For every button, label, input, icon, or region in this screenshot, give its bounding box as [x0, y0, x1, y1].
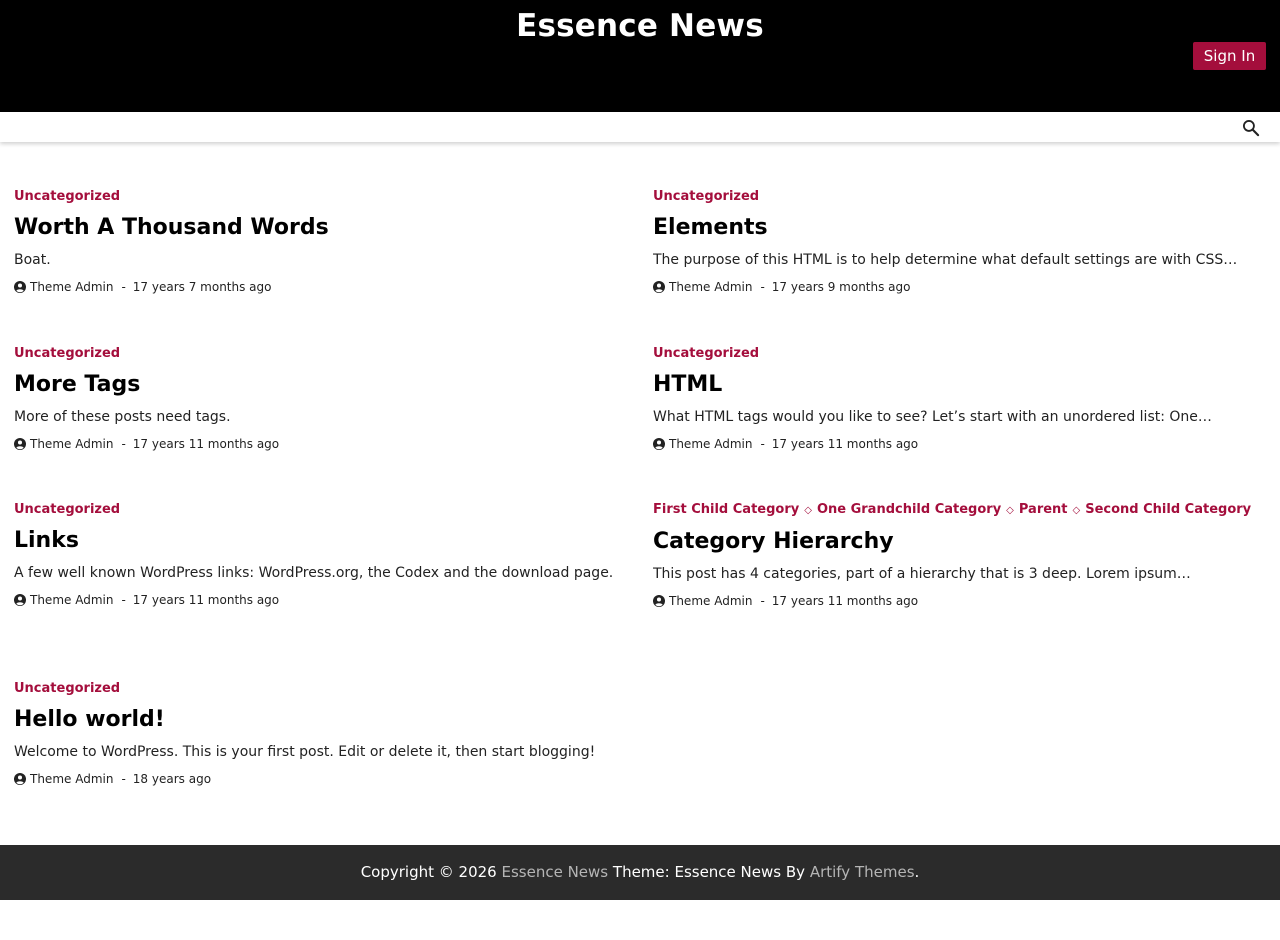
post-meta	[653, 436, 1268, 452]
meta-separator: -	[121, 437, 126, 451]
post-title[interactable]: Hello world!	[14, 707, 165, 732]
post-card	[14, 345, 629, 452]
category-link[interactable]: Second Child Category	[1085, 502, 1252, 517]
post-meta	[14, 279, 629, 295]
post-excerpt: A few well known WordPress links: WordPress.org, the Codex and the download page.	[14, 565, 614, 581]
category-link[interactable]: Uncategorized	[14, 681, 121, 696]
footer-site-link[interactable]: Essence News	[501, 863, 609, 881]
post-card	[14, 680, 629, 787]
category-link[interactable]: Uncategorized	[653, 346, 760, 361]
user-circle-icon	[653, 438, 665, 450]
post-title[interactable]: Elements	[653, 215, 768, 240]
user-circle-icon	[14, 773, 26, 785]
author-name[interactable]: Theme Admin	[30, 437, 114, 451]
post-categories	[14, 680, 629, 698]
post-author[interactable]	[14, 279, 113, 295]
post-date[interactable]: 17 years 11 months ago	[132, 437, 280, 451]
post-title[interactable]: HTML	[653, 372, 723, 397]
post-date[interactable]: 17 years 7 months ago	[132, 280, 272, 294]
post-card	[14, 188, 629, 295]
meta-separator: -	[121, 280, 126, 294]
post-categories	[14, 501, 629, 519]
post-meta	[653, 593, 1268, 609]
post-categories	[653, 188, 1268, 206]
category-link[interactable]: First Child Category	[653, 502, 800, 517]
site-title[interactable]: Essence News	[516, 8, 764, 44]
post-categories	[14, 188, 629, 206]
footer-period: .	[914, 863, 920, 881]
user-circle-icon	[653, 281, 665, 293]
post-date[interactable]: 17 years 11 months ago	[771, 437, 919, 451]
category-separator-icon: ◇	[1072, 505, 1081, 516]
main-navigation	[0, 112, 1280, 142]
site-footer	[0, 845, 1280, 900]
sign-in-button[interactable]: Sign In	[1193, 42, 1266, 70]
post-categories	[653, 501, 1268, 520]
meta-separator: -	[121, 772, 126, 786]
post-date[interactable]: 18 years ago	[132, 772, 212, 786]
post-meta	[14, 592, 629, 608]
post-excerpt: More of these posts need tags.	[14, 409, 231, 425]
category-separator-icon: ◇	[1006, 505, 1014, 516]
post-title[interactable]: Worth A Thousand Words	[14, 215, 329, 240]
footer-theme-text: Theme: Essence News By	[612, 863, 806, 881]
author-name[interactable]: Theme Admin	[30, 280, 114, 294]
post-title[interactable]: Links	[14, 528, 79, 553]
author-name[interactable]: Theme Admin	[669, 594, 753, 608]
post-author[interactable]	[14, 436, 113, 452]
meta-separator: -	[760, 594, 765, 608]
author-name[interactable]: Theme Admin	[30, 593, 114, 607]
author-name[interactable]: Theme Admin	[669, 280, 753, 294]
post-card	[653, 188, 1268, 295]
footer-author-link[interactable]: Artify Themes	[809, 863, 915, 881]
user-circle-icon	[14, 594, 26, 606]
post-card	[653, 501, 1268, 609]
post-meta	[653, 279, 1268, 295]
post-title[interactable]: Category Hierarchy	[653, 529, 894, 554]
category-link[interactable]: Uncategorized	[14, 189, 121, 204]
user-circle-icon	[14, 438, 26, 450]
post-excerpt: This post has 4 categories, part of a hierarchy that is 3 deep. Lorem ipsum…	[653, 566, 1191, 582]
meta-separator: -	[121, 593, 126, 607]
post-meta	[14, 436, 629, 452]
category-link[interactable]: Uncategorized	[14, 346, 121, 361]
category-link[interactable]: One Grandchild Category	[816, 502, 1002, 517]
category-link[interactable]: Uncategorized	[653, 189, 760, 204]
post-author[interactable]	[653, 593, 752, 609]
post-categories	[14, 345, 629, 363]
user-circle-icon	[14, 281, 26, 293]
category-link[interactable]: Uncategorized	[14, 502, 121, 517]
category-link[interactable]: Parent	[1018, 502, 1068, 517]
meta-separator: -	[760, 280, 765, 294]
post-author[interactable]	[14, 592, 113, 608]
post-date[interactable]: 17 years 9 months ago	[771, 280, 911, 294]
post-author[interactable]	[653, 436, 752, 452]
copyright-text: Copyright © 2026	[360, 863, 497, 881]
post-author[interactable]	[14, 771, 113, 787]
post-date[interactable]: 17 years 11 months ago	[132, 593, 280, 607]
post-excerpt: Boat.	[14, 252, 51, 268]
post-excerpt: Welcome to WordPress. This is your first post. Edit or delete it, then start blogging!	[14, 744, 596, 760]
post-meta	[14, 771, 629, 787]
post-card	[14, 501, 629, 608]
site-header	[0, 0, 1280, 112]
post-author[interactable]	[653, 279, 752, 295]
author-name[interactable]: Theme Admin	[669, 437, 753, 451]
meta-separator: -	[760, 437, 765, 451]
post-excerpt: What HTML tags would you like to see? Let’s start with an unordered list: One…	[653, 409, 1212, 425]
user-circle-icon	[653, 595, 665, 607]
search-icon[interactable]	[1241, 118, 1261, 138]
post-card	[653, 345, 1268, 452]
post-excerpt: The purpose of this HTML is to help determine what default settings are with CSS…	[653, 252, 1238, 268]
post-categories	[653, 345, 1268, 363]
post-date[interactable]: 17 years 11 months ago	[771, 594, 919, 608]
category-separator-icon: ◇	[804, 505, 812, 516]
author-name[interactable]: Theme Admin	[30, 772, 114, 786]
post-title[interactable]: More Tags	[14, 372, 141, 397]
